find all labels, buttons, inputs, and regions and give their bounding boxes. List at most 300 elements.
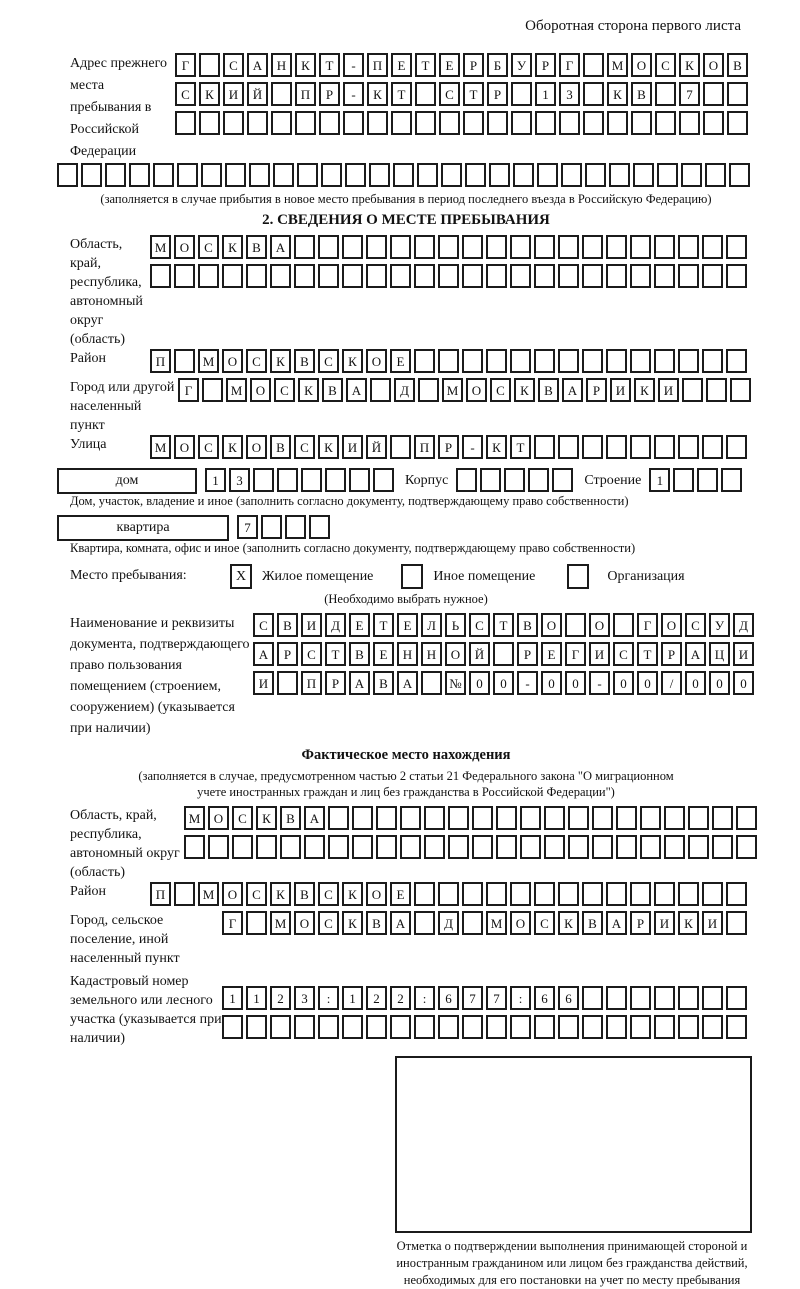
char-cell[interactable]: [606, 1015, 627, 1039]
char-cell[interactable]: [681, 163, 702, 187]
char-cell[interactable]: В: [373, 671, 394, 695]
char-cell[interactable]: [277, 671, 298, 695]
char-cell[interactable]: О: [208, 806, 229, 830]
char-cell[interactable]: [438, 349, 459, 373]
char-cell[interactable]: [256, 835, 277, 859]
char-cell[interactable]: [606, 264, 627, 288]
char-cell[interactable]: [654, 882, 675, 906]
char-cell[interactable]: К: [256, 806, 277, 830]
char-cell[interactable]: [424, 806, 445, 830]
char-cell[interactable]: К: [367, 82, 388, 106]
char-cell[interactable]: [630, 1015, 651, 1039]
char-cell[interactable]: [342, 235, 363, 259]
char-cell[interactable]: /: [661, 671, 682, 695]
char-cell[interactable]: [463, 111, 484, 135]
char-cell[interactable]: [177, 163, 198, 187]
char-cell[interactable]: [390, 1015, 411, 1039]
char-cell[interactable]: К: [270, 882, 291, 906]
char-cell[interactable]: Р: [319, 82, 340, 106]
char-cell[interactable]: Е: [349, 613, 370, 637]
char-cell[interactable]: 0: [685, 671, 706, 695]
char-cell[interactable]: Д: [438, 911, 459, 935]
char-cell[interactable]: [613, 613, 634, 637]
char-cell[interactable]: [534, 882, 555, 906]
char-cell[interactable]: К: [318, 435, 339, 459]
char-cell[interactable]: К: [634, 378, 655, 402]
char-cell[interactable]: [270, 1015, 291, 1039]
char-cell[interactable]: [295, 111, 316, 135]
char-cell[interactable]: [271, 111, 292, 135]
char-cell[interactable]: К: [342, 882, 363, 906]
char-cell[interactable]: [175, 111, 196, 135]
char-cell[interactable]: [294, 1015, 315, 1039]
char-cell[interactable]: [582, 1015, 603, 1039]
char-cell[interactable]: [208, 835, 229, 859]
char-cell[interactable]: [280, 835, 301, 859]
char-cell[interactable]: [438, 264, 459, 288]
char-cell[interactable]: Р: [487, 82, 508, 106]
char-cell[interactable]: И: [342, 435, 363, 459]
char-cell[interactable]: В: [366, 911, 387, 935]
char-cell[interactable]: [702, 235, 723, 259]
char-cell[interactable]: [486, 349, 507, 373]
char-cell[interactable]: [390, 264, 411, 288]
char-cell[interactable]: С: [318, 911, 339, 935]
char-cell[interactable]: [129, 163, 150, 187]
char-cell[interactable]: О: [445, 642, 466, 666]
char-cell[interactable]: [678, 435, 699, 459]
char-cell[interactable]: [630, 882, 651, 906]
char-cell[interactable]: -: [462, 435, 483, 459]
char-cell[interactable]: [369, 163, 390, 187]
char-cell[interactable]: С: [685, 613, 706, 637]
char-cell[interactable]: [607, 111, 628, 135]
char-cell[interactable]: К: [679, 53, 700, 77]
char-cell[interactable]: [273, 163, 294, 187]
char-cell[interactable]: [174, 264, 195, 288]
char-cell[interactable]: [702, 882, 723, 906]
char-cell[interactable]: [726, 264, 747, 288]
char-cell[interactable]: Е: [391, 53, 412, 77]
char-cell[interactable]: [486, 264, 507, 288]
char-cell[interactable]: И: [654, 911, 675, 935]
char-cell[interactable]: [726, 435, 747, 459]
char-cell[interactable]: [246, 264, 267, 288]
char-cell[interactable]: В: [727, 53, 748, 77]
char-cell[interactable]: [277, 468, 298, 492]
char-cell[interactable]: [462, 264, 483, 288]
char-cell[interactable]: А: [346, 378, 367, 402]
char-cell[interactable]: [438, 235, 459, 259]
char-cell[interactable]: Г: [559, 53, 580, 77]
char-cell[interactable]: К: [558, 911, 579, 935]
char-cell[interactable]: 1: [342, 986, 363, 1010]
char-cell[interactable]: [678, 882, 699, 906]
char-cell[interactable]: [367, 111, 388, 135]
char-cell[interactable]: [582, 264, 603, 288]
char-cell[interactable]: А: [606, 911, 627, 935]
char-cell[interactable]: 0: [541, 671, 562, 695]
char-cell[interactable]: П: [301, 671, 322, 695]
char-cell[interactable]: [606, 986, 627, 1010]
char-cell[interactable]: [150, 264, 171, 288]
char-cell[interactable]: [370, 378, 391, 402]
char-cell[interactable]: С: [175, 82, 196, 106]
char-cell[interactable]: И: [610, 378, 631, 402]
char-cell[interactable]: К: [678, 911, 699, 935]
char-cell[interactable]: Р: [325, 671, 346, 695]
char-cell[interactable]: [582, 349, 603, 373]
char-cell[interactable]: :: [414, 986, 435, 1010]
char-cell[interactable]: -: [343, 53, 364, 77]
char-cell[interactable]: М: [150, 435, 171, 459]
char-cell[interactable]: [366, 1015, 387, 1039]
char-cell[interactable]: 6: [558, 986, 579, 1010]
char-cell[interactable]: Е: [541, 642, 562, 666]
char-cell[interactable]: [705, 163, 726, 187]
char-cell[interactable]: С: [469, 613, 490, 637]
char-cell[interactable]: [726, 349, 747, 373]
char-cell[interactable]: И: [253, 671, 274, 695]
char-cell[interactable]: [528, 468, 549, 492]
checkbox-inoe[interactable]: [401, 564, 423, 589]
char-cell[interactable]: [678, 986, 699, 1010]
char-cell[interactable]: [654, 1015, 675, 1039]
char-cell[interactable]: [415, 111, 436, 135]
char-cell[interactable]: Ц: [709, 642, 730, 666]
char-cell[interactable]: В: [294, 882, 315, 906]
char-cell[interactable]: [319, 111, 340, 135]
char-cell[interactable]: 7: [237, 515, 258, 539]
char-cell[interactable]: П: [150, 882, 171, 906]
char-cell[interactable]: К: [486, 435, 507, 459]
char-cell[interactable]: О: [466, 378, 487, 402]
char-cell[interactable]: [513, 163, 534, 187]
char-cell[interactable]: [630, 435, 651, 459]
char-cell[interactable]: С: [301, 642, 322, 666]
char-cell[interactable]: 3: [229, 468, 250, 492]
char-cell[interactable]: И: [589, 642, 610, 666]
char-cell[interactable]: [352, 835, 373, 859]
char-cell[interactable]: [582, 435, 603, 459]
char-cell[interactable]: [345, 163, 366, 187]
char-cell[interactable]: [654, 235, 675, 259]
char-cell[interactable]: [285, 515, 306, 539]
char-cell[interactable]: К: [222, 235, 243, 259]
char-cell[interactable]: [520, 806, 541, 830]
char-cell[interactable]: [246, 1015, 267, 1039]
char-cell[interactable]: [520, 835, 541, 859]
char-cell[interactable]: [301, 468, 322, 492]
char-cell[interactable]: [246, 911, 267, 935]
char-cell[interactable]: С: [223, 53, 244, 77]
char-cell[interactable]: М: [607, 53, 628, 77]
char-cell[interactable]: -: [343, 82, 364, 106]
char-cell[interactable]: [400, 806, 421, 830]
char-cell[interactable]: [343, 111, 364, 135]
char-cell[interactable]: М: [198, 349, 219, 373]
char-cell[interactable]: В: [270, 435, 291, 459]
char-cell[interactable]: [198, 264, 219, 288]
char-cell[interactable]: В: [322, 378, 343, 402]
char-cell[interactable]: [544, 835, 565, 859]
char-cell[interactable]: 3: [294, 986, 315, 1010]
char-cell[interactable]: [606, 235, 627, 259]
char-cell[interactable]: [421, 671, 442, 695]
char-cell[interactable]: [679, 111, 700, 135]
char-cell[interactable]: Н: [271, 53, 292, 77]
char-cell[interactable]: [487, 111, 508, 135]
char-cell[interactable]: 0: [709, 671, 730, 695]
char-cell[interactable]: О: [631, 53, 652, 77]
char-cell[interactable]: [640, 835, 661, 859]
char-cell[interactable]: [153, 163, 174, 187]
char-cell[interactable]: Б: [487, 53, 508, 77]
char-cell[interactable]: О: [703, 53, 724, 77]
char-cell[interactable]: В: [277, 613, 298, 637]
char-cell[interactable]: К: [342, 349, 363, 373]
char-cell[interactable]: [582, 235, 603, 259]
char-cell[interactable]: [655, 82, 676, 106]
char-cell[interactable]: [664, 806, 685, 830]
char-cell[interactable]: [630, 349, 651, 373]
char-cell[interactable]: [558, 235, 579, 259]
char-cell[interactable]: [592, 806, 613, 830]
char-cell[interactable]: [376, 835, 397, 859]
char-cell[interactable]: Р: [535, 53, 556, 77]
char-cell[interactable]: [616, 806, 637, 830]
char-cell[interactable]: [249, 163, 270, 187]
char-cell[interactable]: [727, 82, 748, 106]
char-cell[interactable]: Р: [630, 911, 651, 935]
char-cell[interactable]: 2: [366, 986, 387, 1010]
char-cell[interactable]: П: [414, 435, 435, 459]
char-cell[interactable]: Л: [421, 613, 442, 637]
char-cell[interactable]: А: [304, 806, 325, 830]
char-cell[interactable]: К: [298, 378, 319, 402]
char-cell[interactable]: [726, 1015, 747, 1039]
char-cell[interactable]: [472, 835, 493, 859]
char-cell[interactable]: 0: [469, 671, 490, 695]
char-cell[interactable]: А: [685, 642, 706, 666]
char-cell[interactable]: [510, 1015, 531, 1039]
char-cell[interactable]: [462, 349, 483, 373]
char-cell[interactable]: [664, 835, 685, 859]
char-cell[interactable]: И: [223, 82, 244, 106]
char-cell[interactable]: [630, 986, 651, 1010]
char-cell[interactable]: [400, 835, 421, 859]
char-cell[interactable]: [640, 806, 661, 830]
char-cell[interactable]: Й: [366, 435, 387, 459]
char-cell[interactable]: А: [270, 235, 291, 259]
char-cell[interactable]: [328, 806, 349, 830]
char-cell[interactable]: [544, 806, 565, 830]
char-cell[interactable]: :: [318, 986, 339, 1010]
char-cell[interactable]: Т: [319, 53, 340, 77]
checkbox-zhiloe[interactable]: X: [230, 564, 252, 589]
char-cell[interactable]: О: [366, 349, 387, 373]
char-cell[interactable]: 7: [486, 986, 507, 1010]
char-cell[interactable]: А: [253, 642, 274, 666]
char-cell[interactable]: [537, 163, 558, 187]
char-cell[interactable]: В: [294, 349, 315, 373]
char-cell[interactable]: [559, 111, 580, 135]
char-cell[interactable]: К: [607, 82, 628, 106]
char-cell[interactable]: 7: [462, 986, 483, 1010]
char-cell[interactable]: [702, 986, 723, 1010]
char-cell[interactable]: И: [301, 613, 322, 637]
char-cell[interactable]: [736, 835, 757, 859]
char-cell[interactable]: [688, 835, 709, 859]
char-cell[interactable]: О: [661, 613, 682, 637]
char-cell[interactable]: С: [198, 235, 219, 259]
char-cell[interactable]: Т: [325, 642, 346, 666]
char-cell[interactable]: [510, 349, 531, 373]
char-cell[interactable]: Р: [517, 642, 538, 666]
char-cell[interactable]: О: [294, 911, 315, 935]
char-cell[interactable]: [414, 349, 435, 373]
char-cell[interactable]: [585, 163, 606, 187]
char-cell[interactable]: С: [253, 613, 274, 637]
char-cell[interactable]: С: [490, 378, 511, 402]
char-cell[interactable]: [726, 911, 747, 935]
char-cell[interactable]: Т: [391, 82, 412, 106]
char-cell[interactable]: С: [246, 882, 267, 906]
char-cell[interactable]: [561, 163, 582, 187]
char-cell[interactable]: О: [541, 613, 562, 637]
char-cell[interactable]: [201, 163, 222, 187]
char-cell[interactable]: [712, 806, 733, 830]
char-cell[interactable]: [418, 378, 439, 402]
char-cell[interactable]: [462, 911, 483, 935]
char-cell[interactable]: [472, 806, 493, 830]
char-cell[interactable]: [366, 264, 387, 288]
char-cell[interactable]: [606, 349, 627, 373]
char-cell[interactable]: Т: [463, 82, 484, 106]
char-cell[interactable]: [558, 1015, 579, 1039]
char-cell[interactable]: [297, 163, 318, 187]
char-cell[interactable]: [504, 468, 525, 492]
char-cell[interactable]: Е: [397, 613, 418, 637]
char-cell[interactable]: [247, 111, 268, 135]
char-cell[interactable]: -: [589, 671, 610, 695]
char-cell[interactable]: [712, 835, 733, 859]
char-cell[interactable]: [342, 1015, 363, 1039]
char-cell[interactable]: [462, 235, 483, 259]
char-cell[interactable]: М: [442, 378, 463, 402]
char-cell[interactable]: [654, 349, 675, 373]
char-cell[interactable]: [321, 163, 342, 187]
char-cell[interactable]: [630, 235, 651, 259]
char-cell[interactable]: [592, 835, 613, 859]
char-cell[interactable]: 2: [390, 986, 411, 1010]
char-cell[interactable]: [736, 806, 757, 830]
char-cell[interactable]: Г: [222, 911, 243, 935]
char-cell[interactable]: [582, 986, 603, 1010]
char-cell[interactable]: [318, 235, 339, 259]
char-cell[interactable]: О: [250, 378, 271, 402]
char-cell[interactable]: [493, 642, 514, 666]
char-cell[interactable]: С: [198, 435, 219, 459]
char-cell[interactable]: М: [226, 378, 247, 402]
char-cell[interactable]: О: [222, 882, 243, 906]
char-cell[interactable]: [568, 806, 589, 830]
char-cell[interactable]: М: [184, 806, 205, 830]
char-cell[interactable]: А: [349, 671, 370, 695]
char-cell[interactable]: [486, 1015, 507, 1039]
char-cell[interactable]: [222, 264, 243, 288]
char-cell[interactable]: [199, 53, 220, 77]
char-cell[interactable]: 6: [534, 986, 555, 1010]
char-cell[interactable]: [309, 515, 330, 539]
char-cell[interactable]: Н: [421, 642, 442, 666]
char-cell[interactable]: В: [280, 806, 301, 830]
char-cell[interactable]: В: [246, 235, 267, 259]
char-cell[interactable]: [462, 882, 483, 906]
char-cell[interactable]: О: [246, 435, 267, 459]
char-cell[interactable]: О: [366, 882, 387, 906]
char-cell[interactable]: 2: [270, 986, 291, 1010]
char-cell[interactable]: [414, 1015, 435, 1039]
char-cell[interactable]: Н: [397, 642, 418, 666]
char-cell[interactable]: [688, 806, 709, 830]
char-cell[interactable]: [486, 882, 507, 906]
char-cell[interactable]: К: [295, 53, 316, 77]
char-cell[interactable]: Г: [178, 378, 199, 402]
char-cell[interactable]: [489, 163, 510, 187]
char-cell[interactable]: [678, 1015, 699, 1039]
char-cell[interactable]: М: [150, 235, 171, 259]
char-cell[interactable]: [510, 882, 531, 906]
char-cell[interactable]: А: [397, 671, 418, 695]
char-cell[interactable]: 7: [679, 82, 700, 106]
char-cell[interactable]: [105, 163, 126, 187]
char-cell[interactable]: М: [198, 882, 219, 906]
char-cell[interactable]: [606, 882, 627, 906]
char-cell[interactable]: №: [445, 671, 466, 695]
char-cell[interactable]: [678, 264, 699, 288]
char-cell[interactable]: О: [174, 235, 195, 259]
char-cell[interactable]: [366, 235, 387, 259]
char-cell[interactable]: [439, 111, 460, 135]
char-cell[interactable]: [583, 82, 604, 106]
char-cell[interactable]: [568, 835, 589, 859]
char-cell[interactable]: [703, 111, 724, 135]
char-cell[interactable]: [417, 163, 438, 187]
char-cell[interactable]: [558, 264, 579, 288]
char-cell[interactable]: К: [270, 349, 291, 373]
char-cell[interactable]: [199, 111, 220, 135]
char-cell[interactable]: [184, 835, 205, 859]
char-cell[interactable]: П: [150, 349, 171, 373]
char-cell[interactable]: Т: [637, 642, 658, 666]
char-cell[interactable]: [391, 111, 412, 135]
char-cell[interactable]: Т: [373, 613, 394, 637]
char-cell[interactable]: [349, 468, 370, 492]
char-cell[interactable]: [654, 435, 675, 459]
char-cell[interactable]: [253, 468, 274, 492]
char-cell[interactable]: [462, 1015, 483, 1039]
char-cell[interactable]: Р: [463, 53, 484, 77]
char-cell[interactable]: [703, 82, 724, 106]
char-cell[interactable]: А: [390, 911, 411, 935]
char-cell[interactable]: [496, 835, 517, 859]
char-cell[interactable]: Т: [415, 53, 436, 77]
char-cell[interactable]: [174, 349, 195, 373]
char-cell[interactable]: [706, 378, 727, 402]
char-cell[interactable]: 6: [438, 986, 459, 1010]
char-cell[interactable]: [480, 468, 501, 492]
